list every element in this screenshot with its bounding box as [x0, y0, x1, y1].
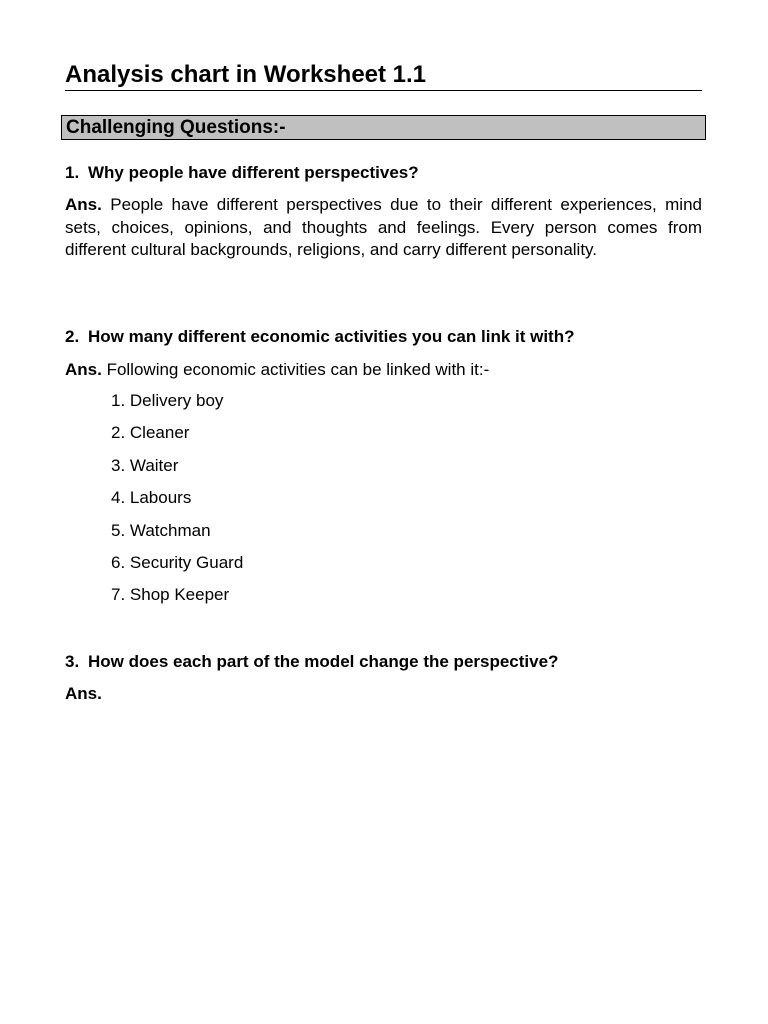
- list-item: 7. Shop Keeper: [111, 585, 230, 605]
- answer-2-text: Following economic activities can be linked with it:-: [101, 360, 490, 379]
- question-1-number: 1.: [65, 163, 80, 182]
- list-item: 6. Security Guard: [111, 552, 244, 572]
- answer-3-label: Ans.: [65, 684, 102, 703]
- list-item: 3. Waiter: [111, 455, 179, 475]
- question-1: [65, 162, 705, 184]
- question-1-text: Why people have different perspectives?: [88, 163, 419, 182]
- answer-1-text: People have different perspectives due to their different experiences, mind sets, choices, opinions, and thoughts and feelings. Every person comes from different cultural backgrounds, religions, and carry different personality.: [65, 195, 702, 259]
- question-3-text: How does each part of the model change the perspective?: [88, 652, 559, 671]
- list-item: 4. Labours: [111, 488, 192, 508]
- list-item: 1. Delivery boy: [111, 391, 224, 410]
- question-2-number: 2.: [65, 327, 80, 346]
- section-heading: Challenging Questions:-: [66, 117, 286, 138]
- answer-1: [65, 194, 702, 262]
- answer-3: [65, 683, 702, 706]
- list-item: 5. Watchman: [111, 520, 211, 540]
- question-3: [65, 651, 705, 673]
- title-underline: [65, 90, 702, 91]
- document-title: Analysis chart in Worksheet 1.1: [65, 61, 427, 88]
- section-heading-box: [61, 115, 706, 140]
- economic-activities-list: [111, 389, 243, 616]
- question-2: [65, 326, 705, 348]
- answer-1-label: Ans.: [65, 195, 102, 214]
- question-2-text: How many different economic activities you can link it with?: [88, 327, 575, 346]
- question-3-number: 3.: [65, 652, 80, 671]
- answer-2-label: Ans.: [65, 360, 102, 379]
- list-item: 2. Cleaner: [111, 423, 190, 443]
- answer-2: [65, 359, 702, 382]
